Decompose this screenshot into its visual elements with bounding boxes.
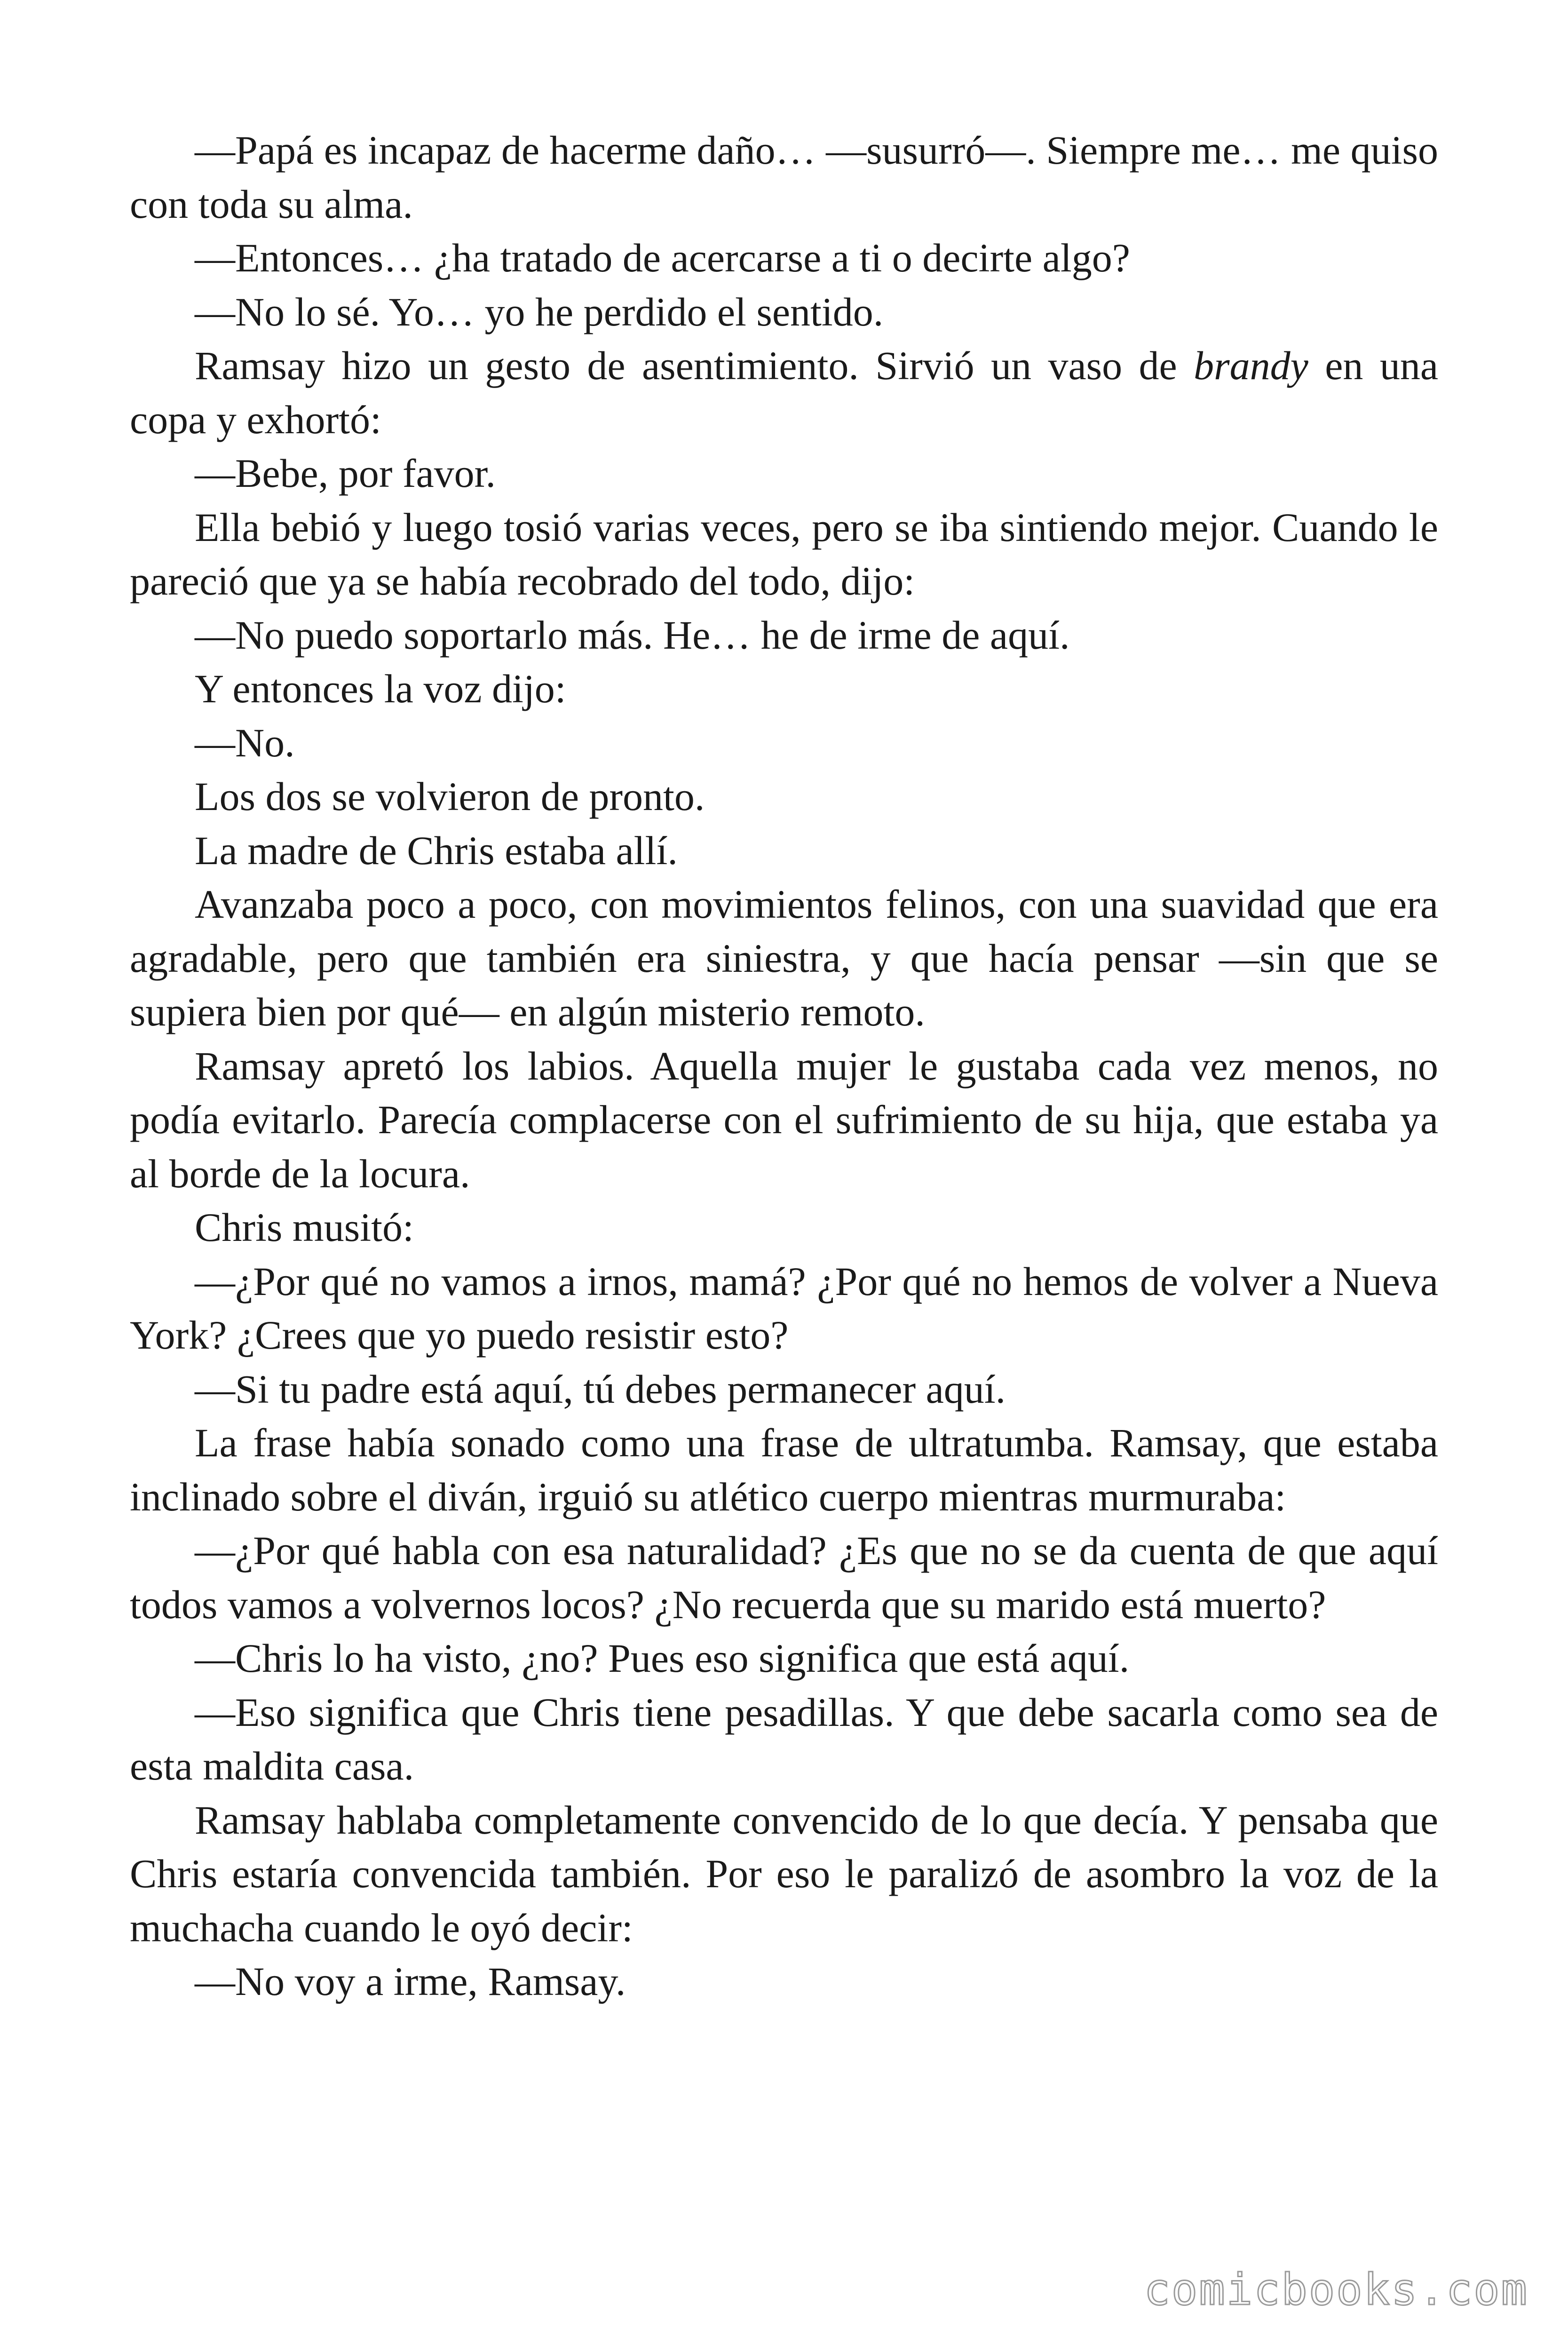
paragraph: —¿Por qué habla con esa naturalidad? ¿Es que no se da cuenta de que aquí todos vamos a volvernos locos? ¿No recuerda que su marido está muerto? [130,1528,1438,1627]
paragraph: Los dos se volvieron de pronto. [195,774,705,819]
paragraph: —Si tu padre está aquí, tú debes permanecer aquí. [195,1366,1006,1412]
paragraph: Avanzaba poco a poco, con movimientos felinos, con una suavidad que era agradable, pero que también era siniestra, y que hacía pensar —sin que se supiera bien por qué— en algún misterio remoto. [130,882,1438,1034]
body-text [130,123,1438,2009]
paragraph: —Chris lo ha visto, ¿no? Pues eso significa que está aquí. [195,1636,1130,1681]
paragraph: —No lo sé. Yo… yo he perdido el sentido. [195,289,884,334]
paragraph: —Entonces… ¿ha tratado de acercarse a ti o decirte algo? [195,235,1130,280]
paragraph-text: en una copa y exhortó: [130,343,1438,442]
paragraph: —No. [195,720,295,765]
paragraph: Chris musitó: [195,1205,414,1250]
paragraph: —No voy a irme, Ramsay. [195,1959,626,2004]
paragraph-text: Ramsay hizo un gesto de asentimiento. Sirvió un vaso de [195,343,1194,388]
paragraph: Ella bebió y luego tosió varias veces, pero se iba sintiendo mejor. Cuando le pareció que ya se había recobrado del todo, dijo: [130,504,1438,604]
paragraph: —Eso significa que Chris tiene pesadillas. Y que debe sacarla como sea de esta maldita casa. [130,1689,1438,1788]
paragraph: Y entonces la voz dijo: [195,666,566,711]
watermark: comicbooks.com [1144,2265,1528,2315]
paragraph: —¿Por qué no vamos a irnos, mamá? ¿Por qué no hemos de volver a Nueva York? ¿Crees que yo puedo resistir esto? [130,1258,1438,1358]
paragraph: La madre de Chris estaba allí. [195,827,678,873]
paragraph: —Bebe, por favor. [195,451,496,496]
paragraph [130,339,1438,446]
italic-word: brandy [1194,343,1308,388]
paragraph: —Papá es incapaz de hacerme daño… —susurró—. Siempre me… me quiso con toda su alma. [130,127,1438,227]
paragraph: Ramsay hablaba completamente convencido de lo que decía. Y pensaba que Chris estaría convencida también. Por eso le paralizó de asombro la voz de la muchacha cuando le oyó decir: [130,1797,1438,1950]
paragraph: La frase había sonado como una frase de ultratumba. Ramsay, que estaba inclinado sobre el diván, irguió su atlético cuerpo mientras murmuraba: [130,1420,1438,1519]
paragraph: Ramsay apretó los labios. Aquella mujer le gustaba cada vez menos, no podía evitarlo. Parecía complacerse con el sufrimiento de su hija, que estaba ya al borde de la locura. [130,1043,1438,1196]
paragraph: —No puedo soportarlo más. He… he de irme de aquí. [195,612,1070,658]
